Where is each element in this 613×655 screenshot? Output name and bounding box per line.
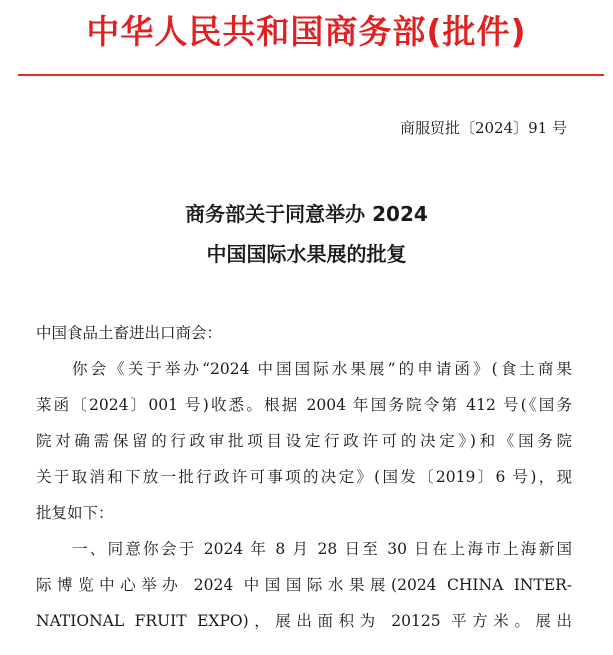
- document-number: 商服贸批〔2024〕91 号: [399, 119, 567, 137]
- letterhead-title: 中华人民共和国商务部(批件): [86, 12, 527, 51]
- body-line: 际博览中心举办 2024 中国国际水果展(2024 CHINA INTER-: [36, 576, 572, 594]
- body-line: 批复如下：: [36, 504, 114, 522]
- body-line: 菜函〔2024〕001 号)收悉。根据 2004 年国务院令第 412 号(《国务: [36, 396, 572, 414]
- body-line: 一、同意你会于 2024 年 8 月 28 日至 30 日在上海市上海新国: [72, 540, 572, 558]
- letterhead-red-rule: [18, 74, 604, 76]
- body-line: 院对确需保留的行政审批项目设定行政许可的决定》)和《国务院: [36, 432, 572, 450]
- body-line: NATIONAL FRUIT EXPO)，展出面积为 20125 平方米。展出: [36, 612, 572, 630]
- document-title-line-2: 中国国际水果展的批复: [206, 242, 407, 266]
- body-line: 你会《关于举办“2024 中国国际水果展”的申请函》(食土商果: [72, 360, 572, 378]
- document-title-line-1: 商务部关于同意举办 2024: [185, 202, 428, 226]
- addressee: 中国食品土畜进出口商会：: [36, 324, 223, 342]
- body-line: 关于取消和下放一批行政许可事项的决定》(国发〔2019〕6 号)，现: [36, 468, 572, 486]
